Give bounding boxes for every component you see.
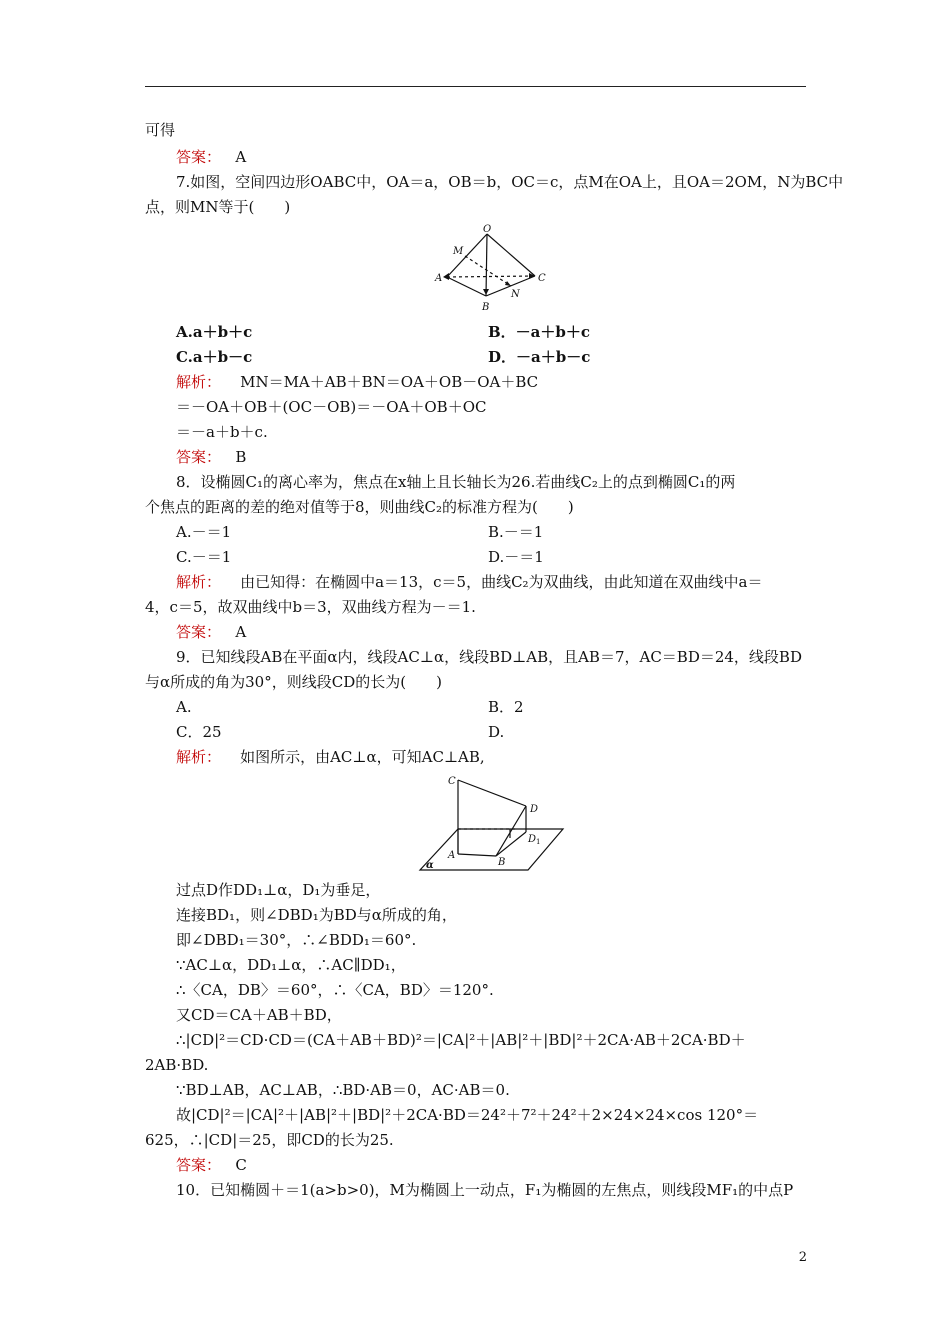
text-line: 与α所成的角为30°，则线段CD的长为( ) xyxy=(145,673,442,691)
text-line: ＝－a＋b＋c. xyxy=(176,423,268,441)
label-A: A xyxy=(448,850,456,861)
text-line: 又CD＝CA＋AB＋BD， xyxy=(176,1006,342,1024)
answer-label: 答案： xyxy=(176,448,222,466)
text-line: 个焦点的距离的差的绝对值等于8，则曲线C₂的标准方程为( ) xyxy=(145,498,574,516)
text-line: 即∠DBD₁＝30°，∴∠BDD₁＝60°. xyxy=(176,931,417,949)
label-D1: $D_1$ xyxy=(528,834,541,846)
answer-line: 答案： B xyxy=(176,448,247,466)
option-b: B．2 xyxy=(488,698,524,716)
text-line: ∵BD⊥AB，AC⊥AB，∴BD·AB＝0，AC·AB＝0. xyxy=(176,1081,510,1099)
label-alpha: α xyxy=(426,860,434,871)
option-d: D.－＝1 xyxy=(488,548,544,566)
answer-line: 答案： C xyxy=(176,1156,247,1174)
text-line: ∴〈CA，DB〉＝60°，∴〈CA，BD〉＝120°. xyxy=(176,981,494,999)
label-N: N xyxy=(511,289,520,300)
text-line: 4，c＝5，故双曲线中b＝3，双曲线方程为－＝1. xyxy=(145,598,476,616)
option-d: D．－a＋b－c xyxy=(488,348,591,366)
question-10: 10．已知椭圆＋＝1(a>b>0)，M为椭圆上一动点，F₁为椭圆的左焦点，则线段MF₁的中点P xyxy=(176,1181,794,1199)
analysis-label: 解析： xyxy=(176,573,222,591)
answer-line: 答案： A xyxy=(176,148,247,166)
option-b: B．－a＋b＋c xyxy=(488,323,591,341)
figure-tetrahedron xyxy=(425,222,555,314)
analysis-line: 解析： 由已知得：在椭圆中a＝13，c＝5，曲线C₂为双曲线，由此知道在双曲线中a＝ xyxy=(176,573,763,591)
option-c: C.a＋b－c xyxy=(176,348,253,366)
option-a: A. xyxy=(176,698,192,716)
text-line: 连接BD₁，则∠DBD₁为BD与α所成的角， xyxy=(176,906,457,924)
text-line: ＝－OA＋OB＋(OC－OB)＝－OA＋OB＋OC xyxy=(176,398,487,416)
option-a: A.－＝1 xyxy=(176,523,232,541)
label-B: B xyxy=(498,857,506,868)
analysis-line: 解析： 如图所示，由AC⊥α，可知AC⊥AB, xyxy=(176,748,485,766)
analysis-label: 解析： xyxy=(176,373,222,391)
answer-line: 答案： A xyxy=(176,623,247,641)
option-c: C.－＝1 xyxy=(176,548,232,566)
label-C: C xyxy=(538,273,546,284)
text-line: 可得 xyxy=(145,121,176,139)
question-7: 7.如图，空间四边形OABC中，OA＝a，OB＝b，OC＝c，点M在OA上，且OA＝2OM，N为BC中 xyxy=(176,173,844,191)
label-M: M xyxy=(453,246,464,257)
text-line: ∴|CD|²＝CD·CD＝(CA＋AB＋BD)²＝|CA|²＋|AB|²＋|BD|²＋2CA·AB＋2CA·BD＋ xyxy=(176,1031,746,1049)
option-d: D. xyxy=(488,723,505,741)
label-A: A xyxy=(435,273,443,284)
header-rule xyxy=(145,86,806,87)
analysis-label: 解析： xyxy=(176,748,222,766)
page-number: 2 xyxy=(798,1250,807,1265)
text-line: ∵AC⊥α，DD₁⊥α，∴AC∥DD₁， xyxy=(176,956,406,974)
text-line: 2AB·BD. xyxy=(145,1056,209,1074)
text-line: 过点D作DD₁⊥α，D₁为垂足， xyxy=(176,881,381,899)
answer-label: 答案： xyxy=(176,148,222,166)
option-a: A.a＋b＋c xyxy=(176,323,253,341)
option-c: C．25 xyxy=(176,723,222,741)
label-D: D xyxy=(530,804,539,815)
text-line: 故|CD|²＝|CA|²＋|AB|²＋|BD|²＋2CA·BD＝24²＋7²＋24²＋2×24×24×cos 120°＝ xyxy=(176,1106,759,1124)
label-B: B xyxy=(482,302,490,313)
label-O: O xyxy=(483,224,492,235)
answer-label: 答案： xyxy=(176,1156,222,1174)
answer-label: 答案： xyxy=(176,623,222,641)
question-9: 9．已知线段AB在平面α内，线段AC⊥α，线段BD⊥AB，且AB＝7，AC＝BD＝24，线段BD xyxy=(176,648,802,666)
option-b: B.－＝1 xyxy=(488,523,544,541)
text-line: 点，则MN等于( ) xyxy=(145,198,291,216)
analysis-line: 解析： MN＝MA＋AB＋BN＝OA＋OB－OA＋BC xyxy=(176,373,539,391)
label-C: C xyxy=(448,776,456,787)
text-line: 625，∴|CD|＝25，即CD的长为25. xyxy=(145,1131,394,1149)
figure-plane xyxy=(418,772,568,874)
question-8: 8．设椭圆C₁的离心率为，焦点在x轴上且长轴长为26.若曲线C₂上的点到椭圆C₁的两 xyxy=(176,473,736,491)
